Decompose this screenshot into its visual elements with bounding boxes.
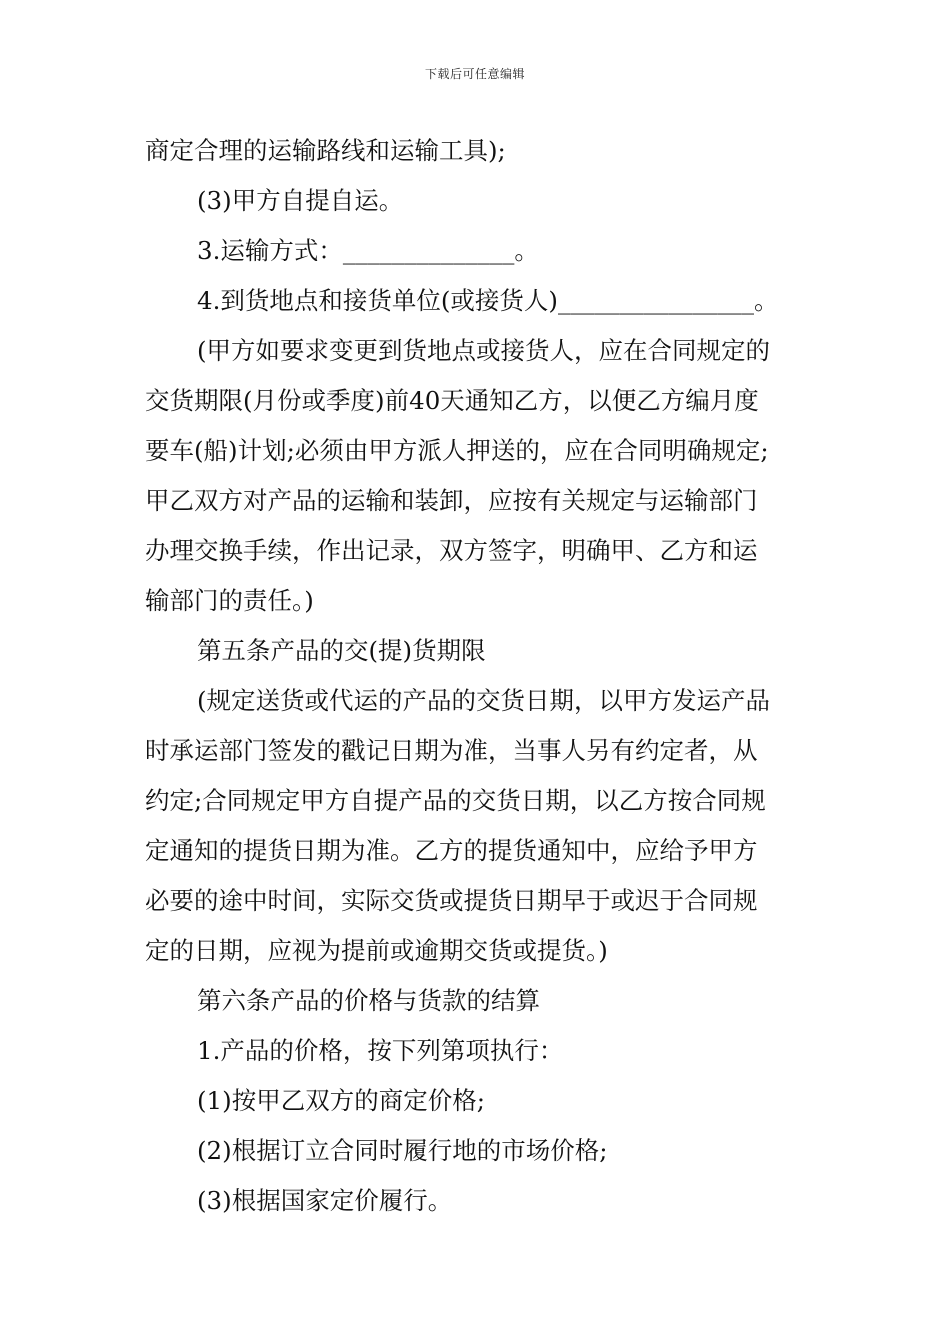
paragraph-line-14: 约定;合同规定甲方自提产品的交货日期，以乙方按合同规 bbox=[145, 786, 766, 815]
list-item-price-option-1: (1)按甲乙双方的商定价格; bbox=[197, 1086, 485, 1115]
paragraph-line-2: (3)甲方自提自运。 bbox=[197, 186, 404, 215]
list-item-price-intro: 1.产品的价格，按下列第项执行： bbox=[197, 1036, 564, 1065]
paragraph-line-1: 商定合理的运输路线和运输工具); bbox=[145, 136, 506, 165]
list-item-price-option-2: (2)根据订立合同时履行地的市场价格; bbox=[197, 1136, 608, 1165]
paragraph-line-4: 4.到货地点和接货单位(或接货人)________________。 bbox=[197, 286, 779, 315]
paragraph-line-8: 甲乙双方对产品的运输和装卸，应按有关规定与运输部门 bbox=[145, 486, 758, 515]
paragraph-line-13: 时承运部门签发的戳记日期为准，当事人另有约定者，从 bbox=[145, 736, 758, 765]
paragraph-line-10: 输部门的责任。) bbox=[145, 586, 314, 615]
page-header: 下载后可任意编辑 bbox=[424, 67, 525, 81]
paragraph-line-3: 3.运输方式：______________。 bbox=[197, 236, 539, 265]
section-heading-article-5: 第五条产品的交(提)货期限 bbox=[197, 636, 486, 665]
paragraph-line-9: 办理交换手续，作出记录，双方签字，明确甲、乙方和运 bbox=[145, 536, 758, 565]
paragraph-line-6: 交货期限(月份或季度)前40天通知乙方，以便乙方编月度 bbox=[145, 386, 759, 415]
paragraph-line-16: 必要的途中时间，实际交货或提货日期早于或迟于合同规 bbox=[145, 886, 758, 915]
list-item-price-option-3: (3)根据国家定价履行。 bbox=[197, 1186, 453, 1215]
paragraph-line-15: 定通知的提货日期为准。乙方的提货通知中，应给予甲方 bbox=[145, 836, 758, 865]
paragraph-line-17: 定的日期，应视为提前或逾期交货或提货。) bbox=[145, 936, 608, 965]
paragraph-line-12: (规定送货或代运的产品的交货日期，以甲方发运产品 bbox=[197, 686, 771, 715]
paragraph-line-5: (甲方如要求变更到货地点或接货人，应在合同规定的 bbox=[197, 336, 771, 365]
document-body bbox=[145, 126, 810, 1226]
section-heading-article-6: 第六条产品的价格与货款的结算 bbox=[197, 986, 540, 1015]
paragraph-line-7: 要车(船)计划;必须由甲方派人押送的，应在合同明确规定; bbox=[145, 436, 769, 465]
